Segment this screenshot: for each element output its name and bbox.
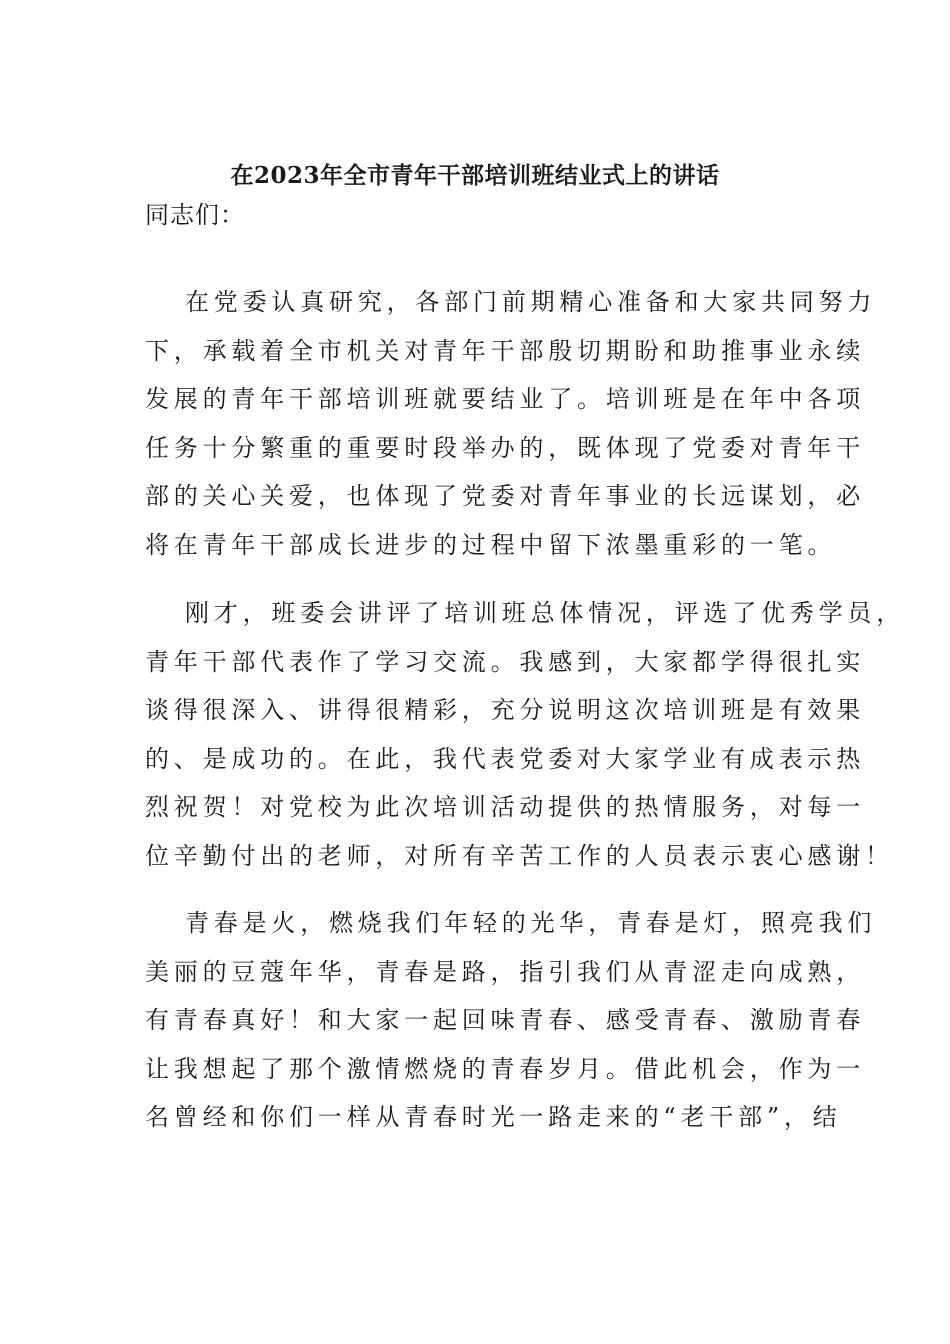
paragraph-3: [145, 899, 877, 1142]
paragraph-line: 的、是成功的。在此，我代表党委对大家学业有成表示热: [145, 744, 865, 773]
paragraph-line: 位辛勤付出的老师，对所有辛苦工作的人员表示衷心感谢！: [145, 841, 894, 870]
paragraph-line: 下，承载着全市机关对青年干部殷切期盼和助推事业永续: [145, 336, 865, 365]
paragraph-line: 在党委认真研究，各部门前期精心准备和大家共同努力: [185, 288, 877, 316]
document-title: 在2023年全市青年干部培训班结业式上的讲话: [230, 162, 720, 189]
paragraph-line: 美丽的豆蔻年华，青春是路，指引我们从青涩走向成熟，: [145, 957, 865, 986]
paragraph-line: 名曾经和你们一样从青春时光一路走来的“老干部”，结: [145, 1103, 842, 1132]
paragraph-line: 任务十分繁重的重要时段举办的，既体现了党委对青年干: [145, 433, 865, 462]
paragraph-line: 烈祝贺！对党校为此次培训活动提供的热情服务，对每一: [145, 793, 865, 822]
paragraph-line: 发展的青年干部培训班就要结业了。培训班是在年中各项: [145, 385, 865, 414]
paragraph-line: 让我想起了那个激情燃烧的青春岁月。借此机会，作为一: [145, 1054, 865, 1083]
paragraph-line: 青年干部代表作了学习交流。我感到，大家都学得很扎实: [145, 647, 865, 676]
paragraph-1: [145, 278, 877, 570]
paragraph-line: 将在青年干部成长进步的过程中留下浓墨重彩的一笔。: [145, 530, 837, 559]
paragraph-line: 谈得很深入、讲得很精彩，充分说明这次培训班是有效果: [145, 696, 865, 725]
paragraph-2: [145, 589, 905, 881]
paragraph-line: 部的关心关爱，也体现了党委对青年事业的长远谋划，必: [145, 482, 865, 511]
paragraph-line: 刚才，班委会讲评了培训班总体情况，评选了优秀学员，: [185, 599, 905, 627]
paragraph-line: 有青春真好！和大家一起回味青春、感受青春、激励青春: [145, 1006, 865, 1035]
salutation: 同志们：: [145, 201, 245, 229]
paragraph-line: 青春是火，燃烧我们年轻的光华，青春是灯，照亮我们: [185, 909, 877, 937]
